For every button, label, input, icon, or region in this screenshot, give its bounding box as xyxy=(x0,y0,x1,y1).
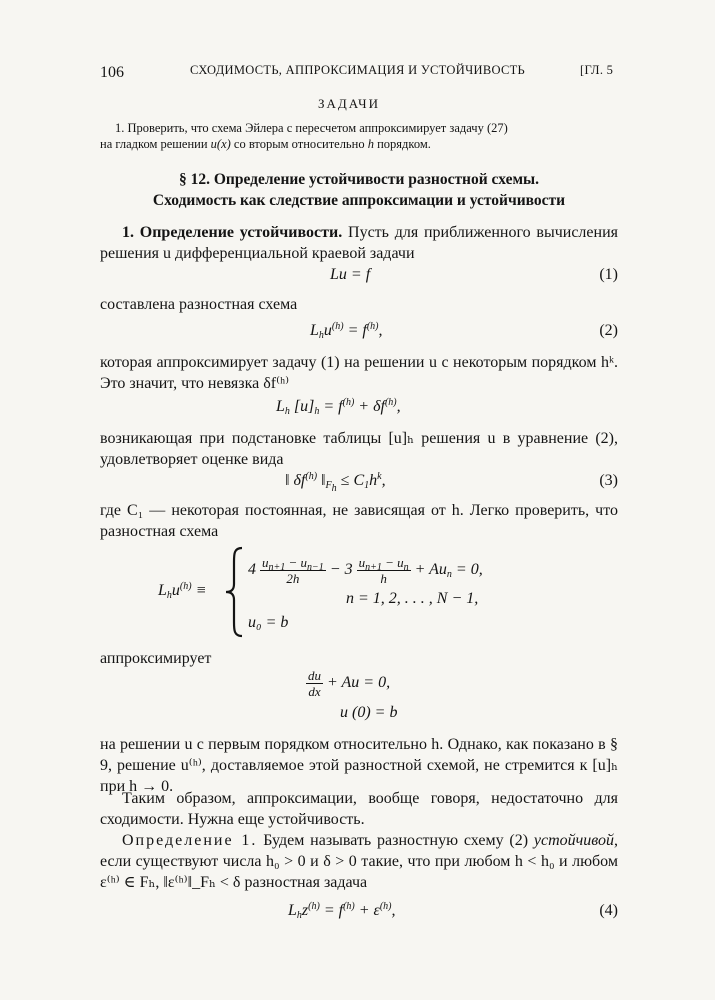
paragraph-5: где C₁ — некоторая постоянная, не зависящая от h. Легко проверить, что разностная схема xyxy=(100,502,618,540)
equation-2: $L_hu^{(h)} = f^{(h)}$, xyxy=(310,321,383,341)
ode-line-1: $\frac{du}{dx}$ + Au = 0, xyxy=(308,668,391,699)
paragraph-3: которая аппроксимирует задачу (1) на решении u с некоторым порядком hᵏ. Это значит, что невязка δf⁽ʰ⁾ xyxy=(100,354,618,392)
equation-1-number: (1) xyxy=(599,266,618,283)
scheme-line-3: u₀ = b xyxy=(248,614,289,631)
left-brace-icon xyxy=(224,546,246,638)
equation-3: ‖ $\delta f^{(h)}$ $‖_{F_h} \le C_1h^k$, xyxy=(285,471,386,494)
definition-1: Определение 1. Будем называть разностную схему (2) устойчивой, если существуют числа h₀ > 0 и δ > 0 такие, что при любом h < h₀ и любом ε⁽ʰ⁾ ∈ Fₕ, ‖ε⁽ʰ⁾‖_Fₕ < δ разностная задача xyxy=(100,832,619,891)
ode-line-2: u (0) = b xyxy=(340,704,398,721)
equation-2-number: (2) xyxy=(599,322,618,339)
section-title-line-1: § 12. Определение устойчивости разностной схемы. xyxy=(178,171,539,188)
scheme-line-1: 4 $\frac{u_{n+1} - u_{n-1}}{2h}$ − 3 $\frac{u_{n+1} - u_n}{h}$ + $Au_n = 0$, xyxy=(248,555,483,586)
equation-3-number: (3) xyxy=(599,472,618,489)
problem-1-line-1: 1. Проверить, что схема Эйлера с пересчетом аппроксимирует задачу (27) xyxy=(115,121,508,135)
equation-residual: $L_h$ $[u]_h = f^{(h)} + \delta f^{(h)}$, xyxy=(276,397,401,417)
paragraph-2: составлена разностная схема xyxy=(100,296,298,313)
scheme-lhs: $L_hu^{(h)}$ ≡ xyxy=(158,581,207,601)
problem-1-line-2: на гладком решении u(x) со вторым относительно h порядком. xyxy=(100,137,431,151)
paragraph-7: на решении u с первым порядком относительно h. Однако, как показано в § 9, решение u⁽ʰ⁾, доставляемое этой разностной схемой, не стремится к [u]ₕ при h → 0. xyxy=(100,736,618,795)
chapter-label: [ГЛ. 5 xyxy=(580,63,614,77)
paragraph-1: 1. Определение устойчивости. Пусть для приближенного вычисления решения u дифференциальной краевой задачи xyxy=(100,224,618,262)
paragraph-6: аппроксимирует xyxy=(100,650,212,667)
scheme-line-2: n = 1, 2, . . . , N − 1, xyxy=(346,590,479,607)
section-title-line-2: Сходимость как следствие аппроксимации и устойчивости xyxy=(152,192,566,209)
equation-4-number: (4) xyxy=(599,902,618,919)
equation-1: Lu = f xyxy=(330,266,371,283)
page-number: 106 xyxy=(100,64,124,81)
paragraph-4: возникающая при подстановке таблицы [u]ₕ решения u в уравнение (2), удовлетворяет оценке вида xyxy=(100,430,618,468)
problems-title: ЗАДАЧИ xyxy=(318,96,381,111)
running-title: СХОДИМОСТЬ, АППРОКСИМАЦИЯ И УСТОЙЧИВОСТЬ xyxy=(190,63,526,77)
equation-4: $L_hz^{(h)} = f^{(h)} + \varepsilon^{(h)}$, xyxy=(288,901,396,921)
paragraph-8: Таким образом, аппроксимации, вообще говоря, недостаточно для сходимости. Нужна еще устойчивость. xyxy=(100,790,618,828)
